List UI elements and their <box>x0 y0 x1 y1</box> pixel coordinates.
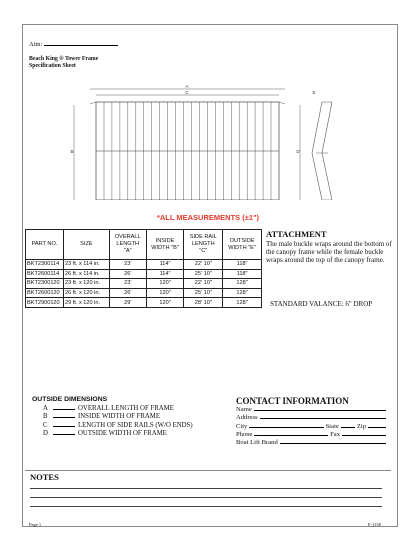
size: 23 ft. x 114 in. <box>63 260 109 270</box>
notes-line[interactable] <box>30 506 382 507</box>
fax-field[interactable] <box>342 431 386 436</box>
address-label: Address <box>236 414 258 422</box>
address-field[interactable] <box>260 414 386 419</box>
name-label: Name <box>236 406 252 413</box>
overall-length: 23' <box>109 279 146 289</box>
table-row <box>26 288 262 298</box>
contact-city-row <box>236 423 386 431</box>
part-number: BKT2600120 <box>26 288 64 298</box>
inside-width: 120" <box>146 298 184 308</box>
overall-length: 23' <box>109 260 146 270</box>
side-rail-length: 28' 10" <box>184 298 223 308</box>
header-size: SIZE <box>63 230 109 260</box>
product-title-line1: Beach King ® Tower Frame <box>29 56 99 62</box>
contact-heading: CONTACT INFORMATION <box>236 396 349 406</box>
city-label: City <box>236 422 248 430</box>
contact-boat-lift-row <box>236 439 386 447</box>
inside-width: 114" <box>146 260 184 270</box>
outside-width: 128" <box>223 279 262 289</box>
dimension-row-d <box>43 430 193 438</box>
size: 26 ft. x 120 in. <box>63 288 109 298</box>
header-overall-length: OVERALL LENGTH "A" <box>109 230 146 260</box>
dimension-blank-a[interactable] <box>53 405 75 410</box>
dimension-row-a <box>43 405 193 413</box>
notes-heading: NOTES <box>30 472 59 482</box>
diagram-label-a: A <box>185 84 189 89</box>
attachment-heading: ATTACHMENT <box>266 229 327 239</box>
overall-length: 26' <box>109 269 146 279</box>
page-number: Page 1 <box>29 522 42 527</box>
inside-width: 114" <box>146 269 184 279</box>
contact-address-row <box>236 414 386 422</box>
valance-text: STANDARD VALANCE: 6" DROP <box>270 300 373 308</box>
diagram-label-e: E <box>312 90 316 95</box>
part-number: BKT2300114 <box>26 260 64 270</box>
zip-field[interactable] <box>368 423 386 428</box>
boat-lift-brand-label: Boat Lift Brand <box>236 439 278 447</box>
inside-width: 120" <box>146 288 184 298</box>
inside-width: 120" <box>146 279 184 289</box>
attn-label: Attn: <box>29 41 43 48</box>
notes-line[interactable] <box>30 488 382 489</box>
product-title-line2: Specification Sheet <box>29 63 76 69</box>
dimension-label: OUTSIDE WIDTH OF FRAME <box>78 430 167 438</box>
contact-form <box>236 406 386 447</box>
notes-section <box>25 470 391 518</box>
size: 23 ft. x 120 in. <box>63 279 109 289</box>
name-field[interactable] <box>254 406 386 411</box>
state-field[interactable] <box>341 423 355 428</box>
city-field[interactable] <box>249 423 323 428</box>
frame-diagram <box>60 80 360 200</box>
zip-label: Zip <box>356 422 366 430</box>
header-inside-width: INSIDE WIDTH "B" <box>146 230 184 260</box>
outside-width: 128" <box>223 298 262 308</box>
product-title <box>29 56 98 70</box>
header-outside-width: OUTSIDE WIDTH "E" <box>223 230 262 260</box>
diagram-label-d: D <box>296 149 300 154</box>
table-row <box>26 260 262 270</box>
dimension-letter: A <box>43 405 48 412</box>
spec-table <box>25 229 262 308</box>
spec-table-header-row <box>26 230 262 260</box>
dimension-letter: B <box>43 413 48 421</box>
dimension-letter: D <box>43 430 48 438</box>
contact-phone-row <box>236 431 386 439</box>
attn-field <box>29 40 118 48</box>
outside-width: 118" <box>223 269 262 279</box>
phone-field[interactable] <box>254 431 328 436</box>
notes-line[interactable] <box>30 497 382 498</box>
header-part-no: PART NO. <box>26 230 64 260</box>
outside-width: 118" <box>223 260 262 270</box>
contact-name-row <box>236 406 386 414</box>
fax-label: Fax <box>330 430 340 438</box>
part-number: BKT2600114 <box>26 269 64 279</box>
form-number: F-1158 <box>368 522 381 527</box>
state-label: State <box>325 422 339 430</box>
dimension-row-c <box>43 422 193 430</box>
overall-length: 26' <box>109 288 146 298</box>
size: 26 ft. x 114 in. <box>63 269 109 279</box>
outside-dimensions-list <box>43 405 193 439</box>
dimension-row-b <box>43 413 193 421</box>
side-rail-length: 22' 10" <box>184 279 223 289</box>
table-row <box>26 298 262 308</box>
dimension-label: OVERALL LENGTH OF FRAME <box>78 405 174 412</box>
diagram-label-b: B <box>70 149 74 154</box>
overall-length: 29' <box>109 298 146 308</box>
side-rail-length: 22' 10" <box>184 260 223 270</box>
table-row <box>26 279 262 289</box>
measurement-note: *ALL MEASUREMENTS (±1") <box>156 213 260 222</box>
dimension-label: INSIDE WIDTH OF FRAME <box>78 413 161 421</box>
side-rail-length: 25' 10" <box>184 269 223 279</box>
boat-lift-brand-field[interactable] <box>280 439 386 444</box>
dimension-blank-c[interactable] <box>53 422 75 427</box>
dimension-blank-b[interactable] <box>53 413 75 418</box>
header-side-rail-length: SIDE RAIL LENGTH "C" <box>184 230 223 260</box>
size: 29 ft. x 120 in. <box>63 298 109 308</box>
part-number: BKT2900120 <box>26 298 64 308</box>
outside-dimensions-heading: OUTSIDE DIMENSIONS <box>32 396 108 403</box>
attn-blank[interactable] <box>44 40 118 46</box>
dimension-letter: C <box>43 421 48 429</box>
diagram-label-c: C <box>185 90 189 95</box>
table-row <box>26 269 262 279</box>
dimension-label: LENGTH OF SIDE RAILS (W/O ENDS) <box>78 421 193 429</box>
frame-side-profile <box>312 102 332 200</box>
dimension-blank-d[interactable] <box>53 430 75 435</box>
attachment-text: The male buckle wraps around the bottom of the canopy frame while the female buckle wraps around the top of the canopy frame. <box>266 240 392 264</box>
outside-width: 128" <box>223 288 262 298</box>
part-number: BKT2300120 <box>26 279 64 289</box>
phone-label: Phone <box>236 430 253 438</box>
side-rail-length: 25' 10" <box>184 288 223 298</box>
